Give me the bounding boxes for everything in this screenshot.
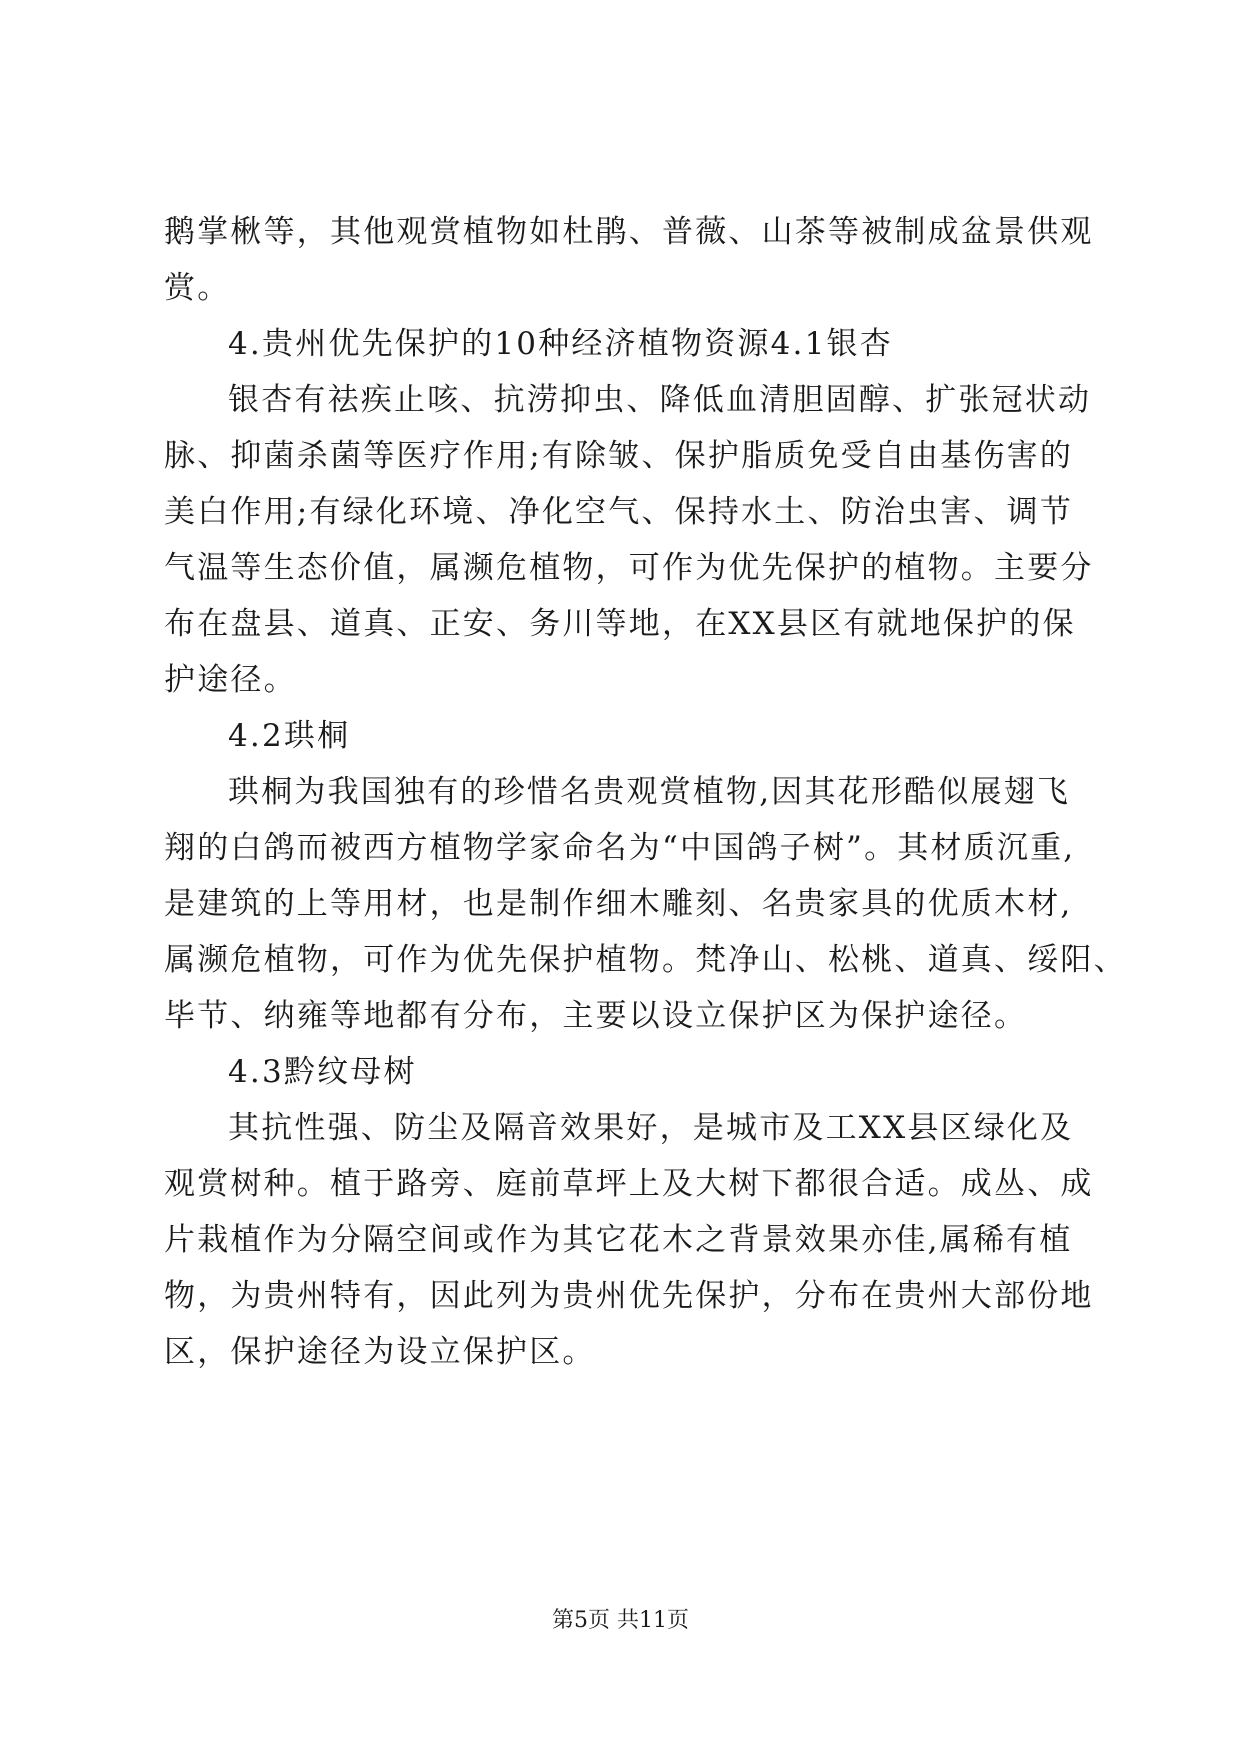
text-line: 属濒危植物，可作为优先保护植物。梵净山、松桃、道真、绥阳、	[164, 942, 1127, 978]
text-line: 片栽植作为分隔空间或作为其它花木之背景效果亦佳,属稀有植	[164, 1222, 1073, 1258]
text-line: 观赏树种。植于路旁、庭前草坪上及大树下都很合适。成丛、成	[164, 1166, 1094, 1202]
text-line: 美白作用;有绿化环境、净化空气、保持水土、防治虫害、调节	[164, 494, 1074, 530]
page-number-footer: 第5页 共11页	[552, 1608, 689, 1633]
text-line: 物，为贵州特有，因此列为贵州优先保护，分布在贵州大部份地	[164, 1278, 1094, 1314]
text-line: 鹅掌楸等，其他观赏植物如杜鹃、普薇、山茶等被制成盆景供观	[164, 214, 1094, 250]
section-heading: 4.贵州优先保护的10种经济植物资源4.1银杏	[228, 326, 893, 362]
text-line: 银杏有祛疾止咳、抗涝抑虫、降低血清胆固醇、扩张冠状动	[228, 382, 1092, 418]
text-line: 珙桐为我国独有的珍惜名贵观赏植物,因其花形酷似展翅飞	[228, 774, 1071, 810]
text-line: 区，保护途径为设立保护区。	[164, 1334, 596, 1370]
text-line: 布在盘县、道真、正安、务川等地，在XX县区有就地保护的保	[164, 606, 1076, 642]
section-heading: 4.3黔纹母树	[228, 1054, 417, 1090]
section-heading: 4.2珙桐	[228, 718, 351, 754]
text-line: 其抗性强、防尘及隔音效果好，是城市及工XX县区绿化及	[228, 1110, 1074, 1146]
text-line: 赏。	[164, 270, 231, 306]
text-line: 是建筑的上等用材，也是制作细木雕刻、名贵家具的优质木材,	[164, 886, 1073, 922]
text-line: 翔的白鸽而被西方植物学家命名为“中国鸽子树”。其材质沉重,	[164, 830, 1076, 866]
text-line: 护途径。	[164, 662, 297, 698]
text-line: 气温等生态价值，属濒危植物，可作为优先保护的植物。主要分	[164, 550, 1094, 586]
text-line: 脉、抑菌杀菌等医疗作用;有除皱、保护脂质免受自由基伤害的	[164, 438, 1074, 474]
text-line: 毕节、纳雍等地都有分布，主要以设立保护区为保护途径。	[164, 998, 1028, 1034]
